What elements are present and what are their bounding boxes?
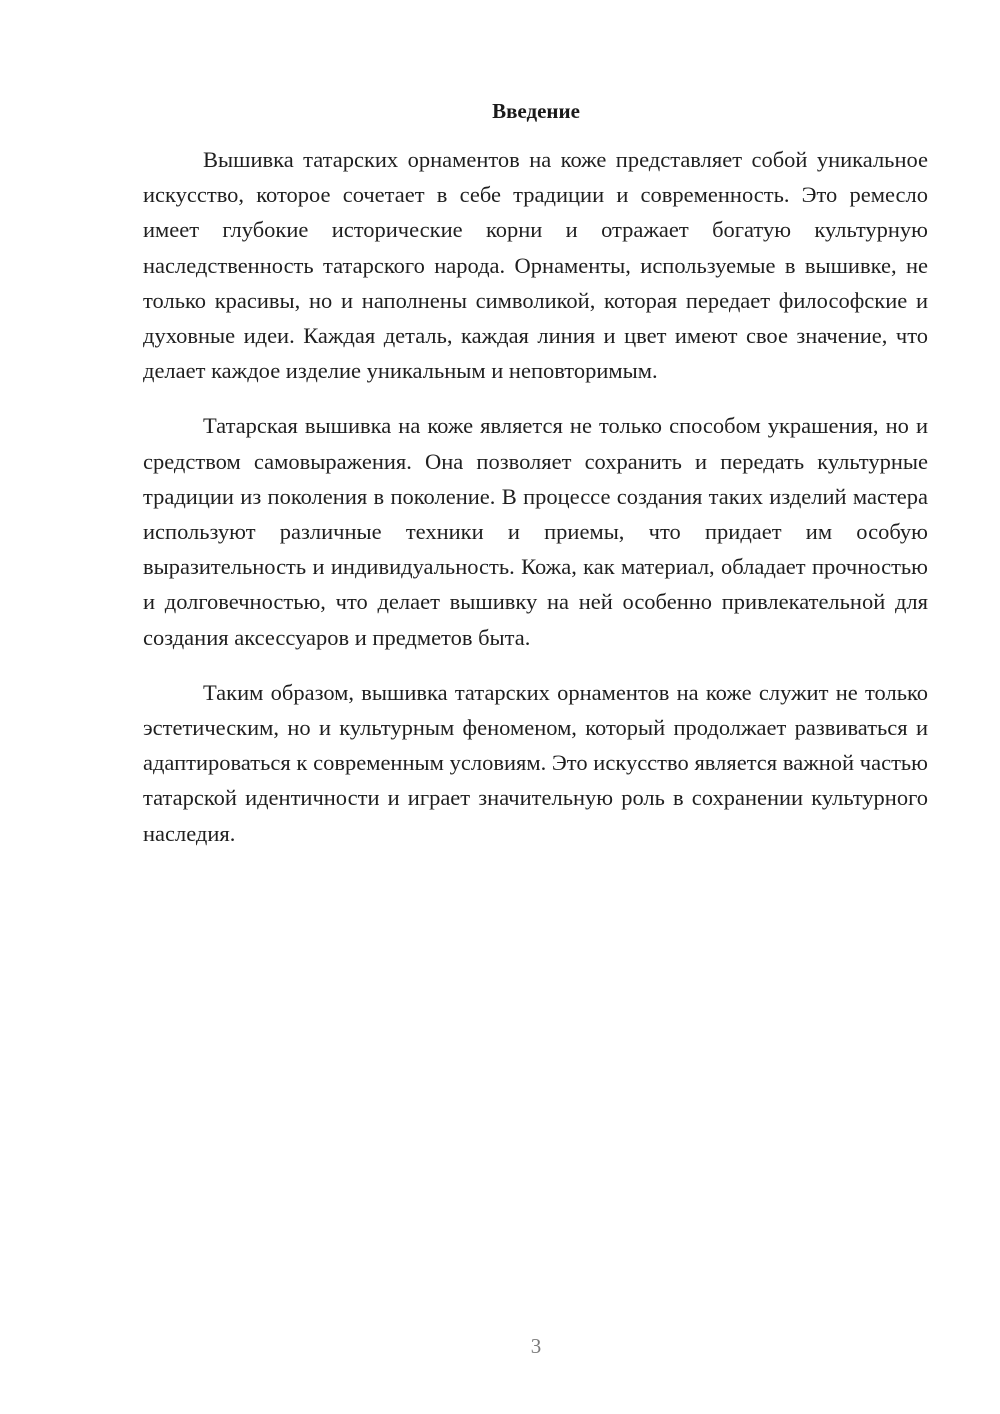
paragraph-3: Таким образом, вышивка татарских орнаментов на коже служит не только эстетическим, но и культурным феноменом, который продолжает развиваться и адаптироваться к современным условиям. Это искусство является важной частью татарской идентичности и играет значительную роль в сохранении культурного наследия. <box>143 679 928 846</box>
paragraph-1: Вышивка татарских орнаментов на коже представляет собой уникальное искусство, которое сочетает в себе традиции и современность. Это ремесло имеет глубокие исторические корни и отражает богатую культурную наследственность татарского народа. Орнаменты, используемые в вышивке, не только красивы, но и наполнены символикой, которая передает философские и духовные идеи. Каждая деталь, каждая линия и цвет имеют свое значение, что делает каждое изделие уникальным и неповторимым. <box>143 147 928 384</box>
paragraph-2: Татарская вышивка на коже является не только способом украшения, но и средством самовыражения. Она позволяет сохранить и передать культурные традиции из поколения в поколение. В процессе создания таких изделий мастера используют различные техники и приемы, что придает им особую выразительность и индивидуальность. Кожа, как материал, обладает прочностью и долговечностью, что делает вышивку на ней особенно привлекательной для создания аксессуаров и предметов быта. <box>143 413 928 650</box>
body-text <box>143 142 928 871</box>
section-title: Введение <box>492 99 580 123</box>
page-number: 3 <box>530 1334 542 1358</box>
